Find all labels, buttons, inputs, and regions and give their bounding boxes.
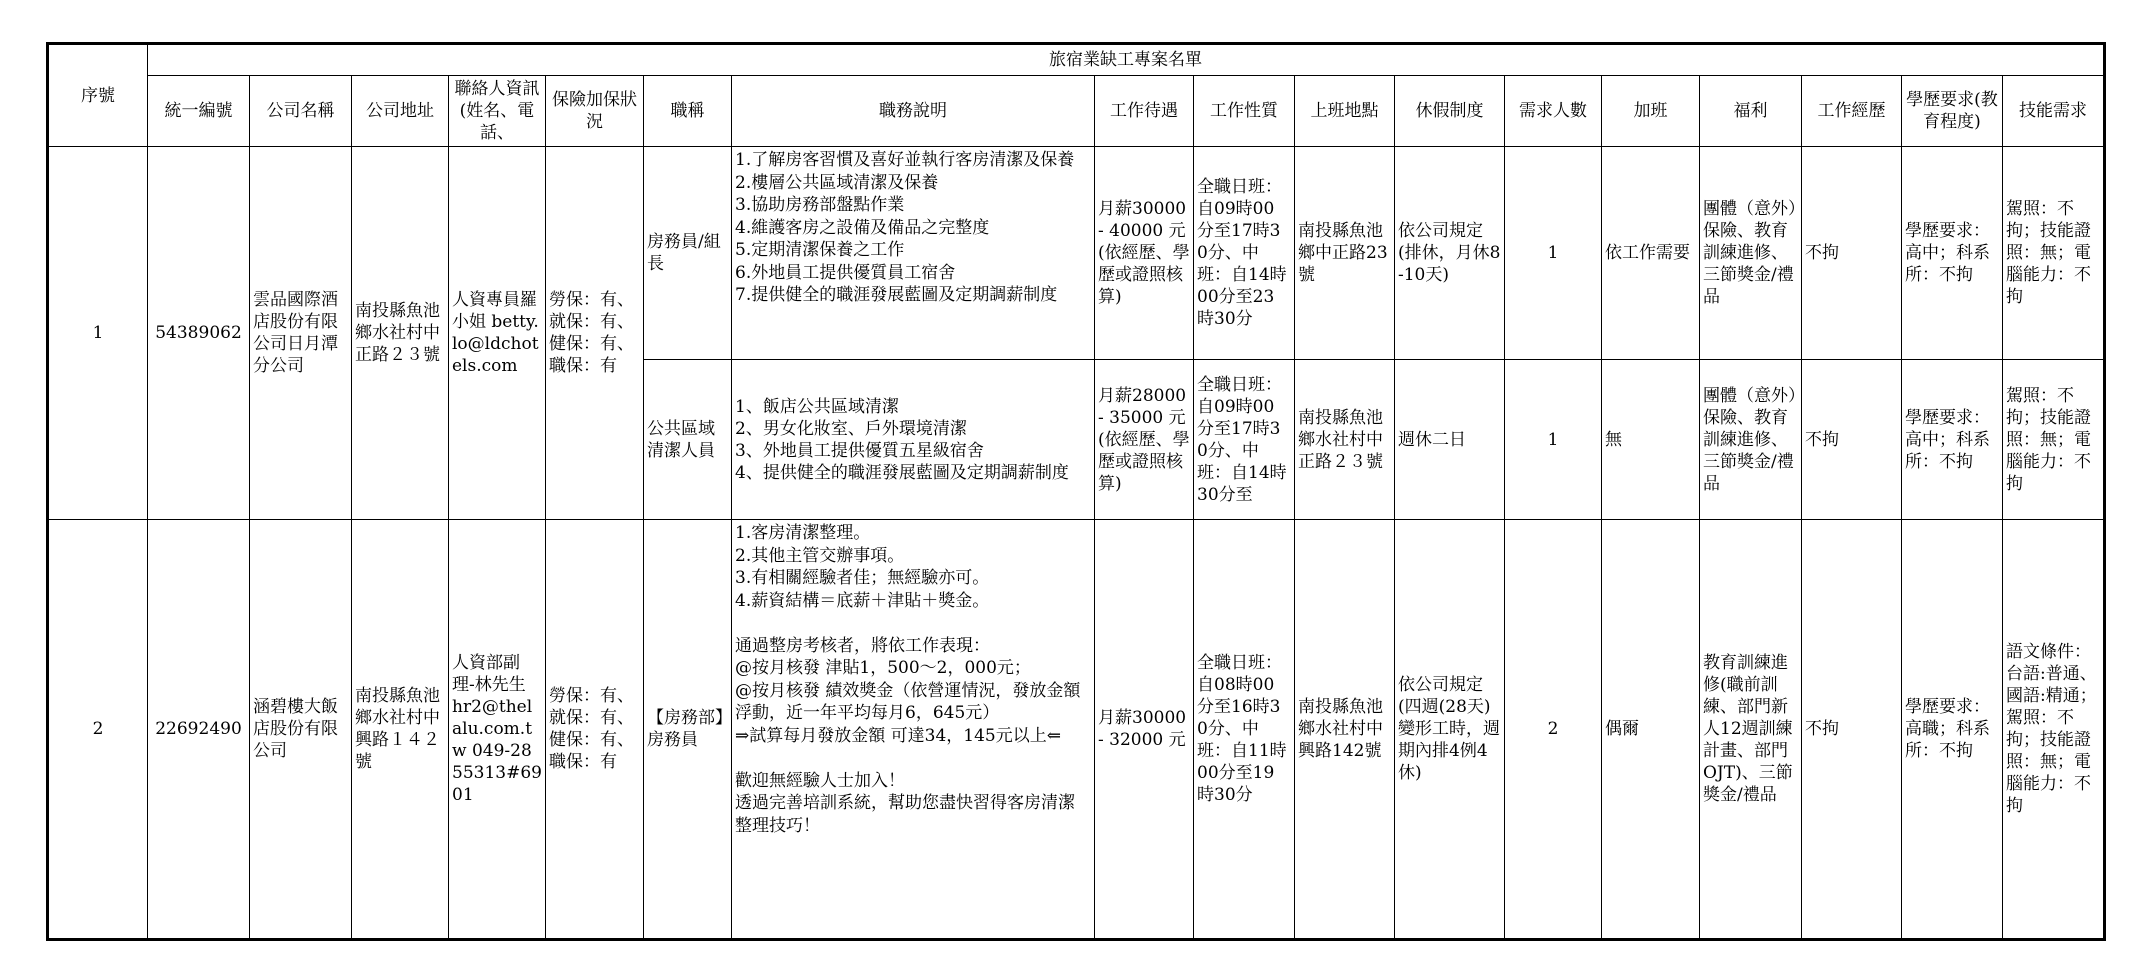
description-cell: 1.了解房客習慣及喜好並執行客房清潔及保養 2.樓層公共區域清潔及保養 3.協助房務部盤點作業 4.維護客房之設備及備品之完整度 5.定期清潔保養之工作 6.外地員工提供優質員工宿舍 7.提供健全的職涯發展藍圖及定期調薪制度: [732, 147, 1095, 360]
leave-cell: 依公司規定(排休，月休8-10天): [1395, 147, 1505, 360]
tax-id-cell: 22692490: [148, 520, 250, 940]
benefits-cell: 教育訓練進修(職前訓練、部門新人12週訓練計畫、部門OJT)、三節獎金/禮品: [1700, 520, 1802, 940]
header-salary: 工作待遇: [1095, 76, 1194, 147]
education-cell: 學歷要求：高職；科系所：不拘: [1902, 520, 2003, 940]
position-cell: 公共區域清潔人員: [644, 360, 732, 520]
education-cell: 學歷要求：高中；科系所：不拘: [1902, 360, 2003, 520]
description-cell: 1.客房清潔整理。 2.其他主管交辦事項。 3.有相關經驗者佳；無經驗亦可。 4.薪資結構＝底薪＋津貼＋獎金。 通過整房考核者，將依工作表現： @按月核發 津貼1，500～2，000元； @按月核發 績效獎金（依營運情況，發放金額浮動，近一年平均每月6，645元） ⇒試算每月發放金額 可達34，145元以上⇐ 歡迎無經驗人士加入！ 透過完善培訓系統，幫助您盡快習得客房清潔整理技巧！: [732, 520, 1095, 940]
benefits-cell: 團體（意外）保險、教育訓練進修、三節獎金/禮品: [1700, 360, 1802, 520]
benefits-cell: 團體（意外）保險、教育訓練進修、三節獎金/禮品: [1700, 147, 1802, 360]
header-overtime: 加班: [1602, 76, 1700, 147]
company-cell: 涵碧樓大飯店股份有限公司: [250, 520, 352, 940]
skills-cell: 駕照：不拘；技能證照：無；電腦能力：不拘: [2003, 147, 2105, 360]
seq-cell: 2: [48, 520, 148, 940]
tax-id-cell: 54389062: [148, 147, 250, 520]
headcount-cell: 1: [1505, 147, 1602, 360]
salary-cell: 月薪30000 - 40000 元 (依經歷、學歷或證照核算): [1095, 147, 1194, 360]
leave-cell: 週休二日: [1395, 360, 1505, 520]
header-contact: 聯絡人資訊(姓名、電話、: [449, 76, 546, 147]
description-cell: 1、飯店公共區域清潔 2、男女化妝室、戶外環境清潔 3、外地員工提供優質五星級宿舍 4、提供健全的職涯發展藍圖及定期調薪制度: [732, 360, 1095, 520]
insurance-cell: 勞保：有、就保：有、健保：有、職保：有: [546, 147, 644, 520]
salary-cell: 月薪28000 - 35000 元 (依經歷、學歷或證照核算): [1095, 360, 1194, 520]
header-seq: 序號: [48, 44, 148, 147]
job-list-table: [46, 42, 2106, 941]
header-experience: 工作經歷: [1802, 76, 1902, 147]
overtime-cell: 依工作需要: [1602, 147, 1700, 360]
insurance-cell: 勞保：有、就保：有、健保：有、職保：有: [546, 520, 644, 940]
location-cell: 南投縣魚池鄉中正路23號: [1295, 147, 1395, 360]
skills-cell: 駕照：不拘；技能證照：無；電腦能力：不拘: [2003, 360, 2105, 520]
header-insurance: 保險加保狀況: [546, 76, 644, 147]
nature-cell: 全職日班：自09時00分至17時30分、中班：自14時00分至23時30分: [1194, 147, 1295, 360]
salary-cell: 月薪30000 - 32000 元: [1095, 520, 1194, 940]
table-row: [48, 147, 2105, 360]
header-description: 職務說明: [732, 76, 1095, 147]
experience-cell: 不拘: [1802, 147, 1902, 360]
seq-cell: 1: [48, 147, 148, 520]
overtime-cell: 偶爾: [1602, 520, 1700, 940]
experience-cell: 不拘: [1802, 360, 1902, 520]
header-address: 公司地址: [352, 76, 449, 147]
address-cell: 南投縣魚池鄉水社村中興路１４２號: [352, 520, 449, 940]
contact-cell: 人資專員羅小姐 betty.lo@ldchotels.com: [449, 147, 546, 520]
table-row: [48, 520, 2105, 940]
position-cell: 房務員/組長: [644, 147, 732, 360]
header-position: 職稱: [644, 76, 732, 147]
skills-cell: 語文條件：台語:普通、國語:精通；駕照：不拘；技能證照：無；電腦能力：不拘: [2003, 520, 2105, 940]
contact-cell: 人資部副理-林先生 hr2@thelalu.com.tw 049-2855313#6901: [449, 520, 546, 940]
header-education: 學歷要求(教育程度): [1902, 76, 2003, 147]
nature-cell: 全職日班：自08時00分至16時30分、中班：自11時00分至19時30分: [1194, 520, 1295, 940]
leave-cell: 依公司規定(四週(28天)變形工時，週期內排4例4休): [1395, 520, 1505, 940]
headcount-cell: 1: [1505, 360, 1602, 520]
header-leave: 休假制度: [1395, 76, 1505, 147]
header-skills: 技能需求: [2003, 76, 2105, 147]
table-title: 旅宿業缺工專案名單: [148, 44, 2105, 76]
company-cell: 雲品國際酒店股份有限公司日月潭分公司: [250, 147, 352, 520]
location-cell: 南投縣魚池鄉水社村中興路142號: [1295, 520, 1395, 940]
experience-cell: 不拘: [1802, 520, 1902, 940]
header-benefits: 福利: [1700, 76, 1802, 147]
headcount-cell: 2: [1505, 520, 1602, 940]
overtime-cell: 無: [1602, 360, 1700, 520]
position-cell: 【房務部】房務員: [644, 520, 732, 940]
nature-cell: 全職日班：自09時00分至17時30分、中班：自14時30分至: [1194, 360, 1295, 520]
header-company: 公司名稱: [250, 76, 352, 147]
header-headcount: 需求人數: [1505, 76, 1602, 147]
location-cell: 南投縣魚池鄉水社村中正路２３號: [1295, 360, 1395, 520]
education-cell: 學歷要求：高中；科系所：不拘: [1902, 147, 2003, 360]
header-tax-id: 統一編號: [148, 76, 250, 147]
address-cell: 南投縣魚池鄉水社村中正路２３號: [352, 147, 449, 520]
header-nature: 工作性質: [1194, 76, 1295, 147]
header-location: 上班地點: [1295, 76, 1395, 147]
